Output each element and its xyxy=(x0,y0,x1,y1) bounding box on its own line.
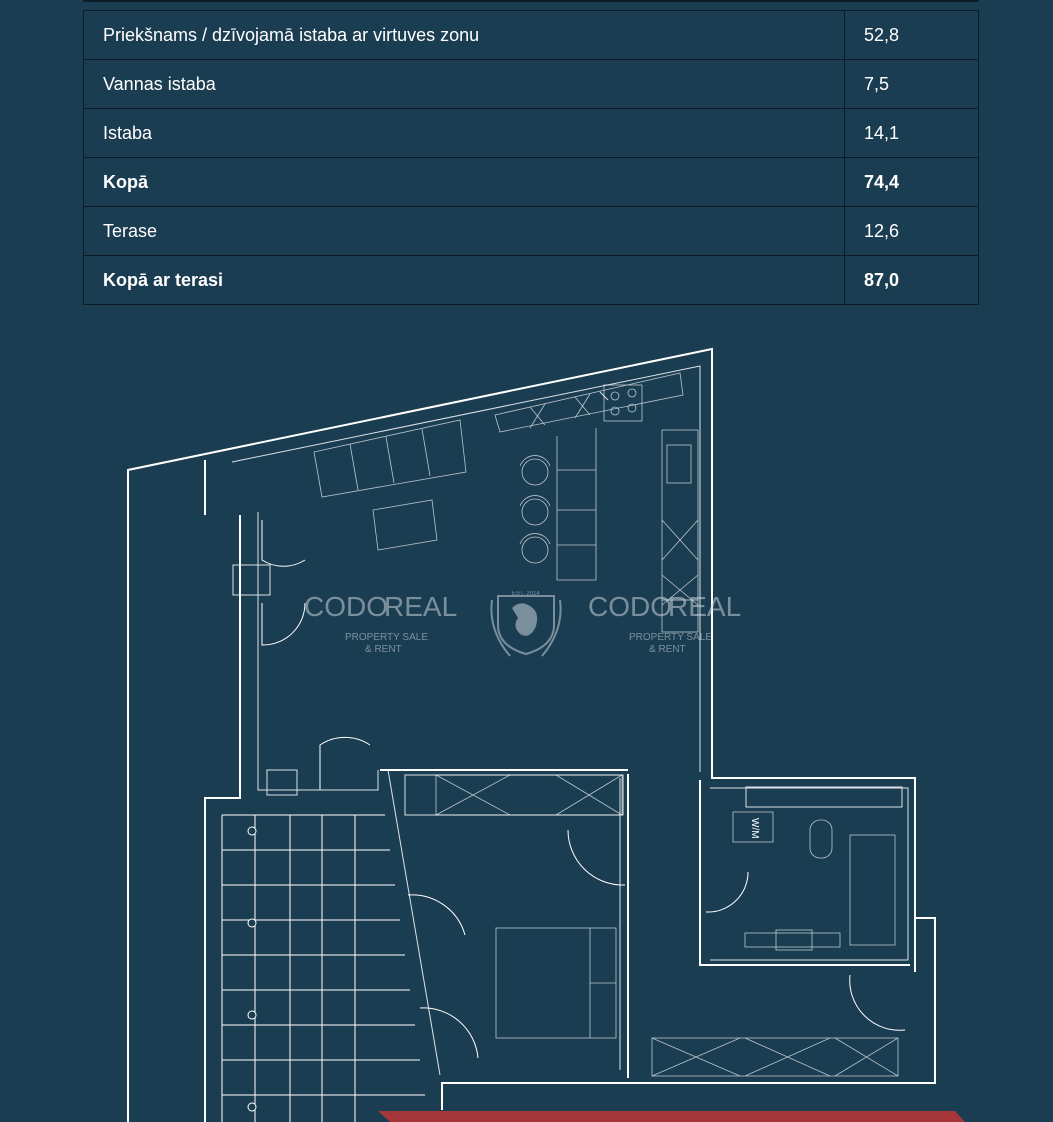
watermark-brand-left: CODO xyxy=(588,591,672,622)
room-name: Terase xyxy=(84,207,845,256)
watermark-tagline-2: & RENT xyxy=(365,644,402,655)
room-area: 74,4 xyxy=(845,158,979,207)
table-row xyxy=(84,11,979,60)
watermark-tagline-2: & RENT xyxy=(649,644,686,655)
bedroom-furniture xyxy=(436,775,898,1076)
area-table xyxy=(83,10,979,305)
terrace-grid xyxy=(222,815,425,1122)
watermark xyxy=(304,591,741,656)
bar-stools xyxy=(520,456,550,563)
exterior-walls xyxy=(128,349,935,1122)
room-area: 7,5 xyxy=(845,60,979,109)
watermark-tagline-1: PROPERTY SALE xyxy=(629,632,712,643)
wm-label: W/M xyxy=(749,818,760,839)
room-name: Priekšnams / dzīvojamā istaba ar virtuves zonu xyxy=(84,11,845,60)
lion-crest-icon xyxy=(491,591,560,656)
living-furniture xyxy=(314,420,466,550)
watermark-brand-right: REAL xyxy=(668,591,742,622)
table-row-total xyxy=(84,256,979,305)
floor-plan xyxy=(0,330,1053,1122)
room-area: 87,0 xyxy=(845,256,979,305)
table-row xyxy=(84,207,979,256)
watermark-brand-left: CODO xyxy=(304,591,388,622)
table-row-total xyxy=(84,158,979,207)
room-area: 52,8 xyxy=(845,11,979,60)
room-name: Istaba xyxy=(84,109,845,158)
room-area: 12,6 xyxy=(845,207,979,256)
accent-bar xyxy=(378,1111,965,1122)
watermark-tagline-1: PROPERTY SALE xyxy=(345,632,428,643)
room-area: 14,1 xyxy=(845,109,979,158)
interior-walls xyxy=(232,366,908,1075)
table-row xyxy=(84,60,979,109)
room-name: Kopā xyxy=(84,158,845,207)
table-row xyxy=(84,109,979,158)
room-name: Vannas istaba xyxy=(84,60,845,109)
room-name: Kopā ar terasi xyxy=(84,256,845,305)
table-top-border xyxy=(83,0,979,2)
seal-text: EST. 2014 xyxy=(512,591,540,597)
watermark-brand-right: REAL xyxy=(384,591,458,622)
